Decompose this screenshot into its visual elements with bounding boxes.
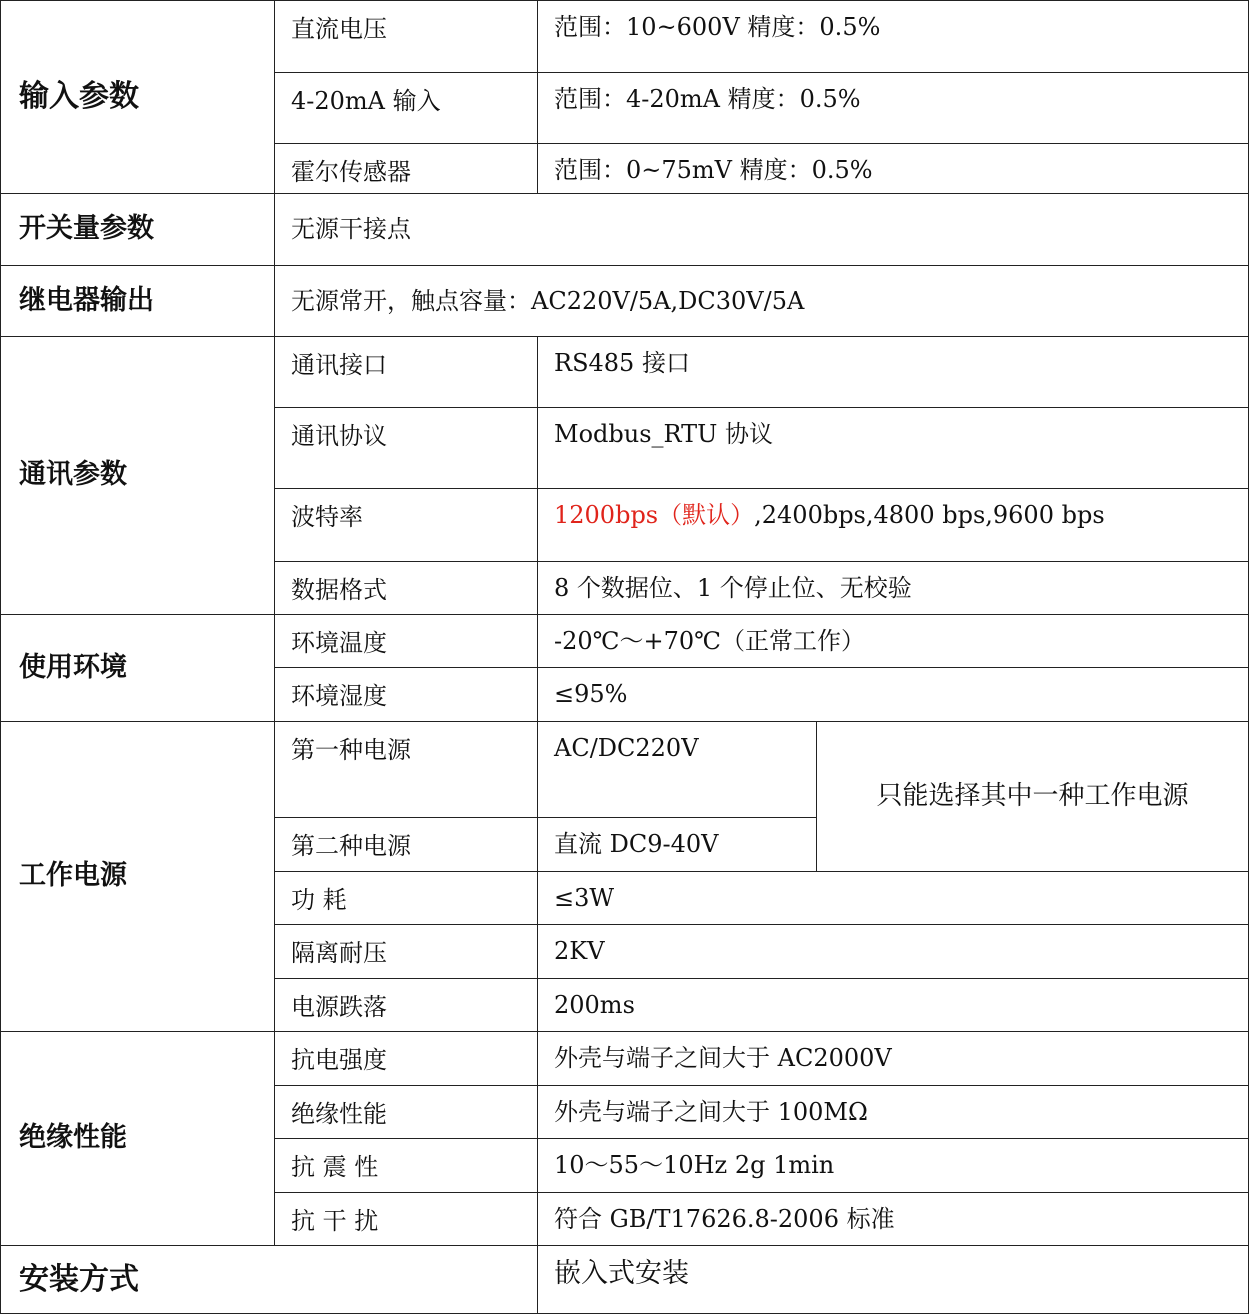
value-switch: 无源干接点 bbox=[275, 194, 1249, 266]
value-env-temp: -20℃～+70℃（正常工作） bbox=[538, 615, 1249, 668]
value-dc-voltage: 范围：10~600V 精度：0.5% bbox=[538, 1, 1249, 73]
category-power: 工作电源 bbox=[1, 722, 275, 1032]
label-4-20ma: 4-20mA 输入 bbox=[275, 73, 538, 144]
category-env: 使用环境 bbox=[1, 615, 275, 722]
value-install: 嵌入式安装 bbox=[538, 1246, 1249, 1314]
value-power-consumption: ≤3W bbox=[538, 872, 1249, 925]
value-insulation: 外壳与端子之间大于 100MΩ bbox=[538, 1086, 1249, 1139]
baud-rate-default: 1200bps（默认） bbox=[554, 501, 755, 529]
category-install: 安装方式 bbox=[1, 1246, 538, 1314]
table-row bbox=[1, 1246, 1249, 1314]
table-row bbox=[1, 615, 1249, 668]
label-baud-rate: 波特率 bbox=[275, 489, 538, 562]
category-insulation: 绝缘性能 bbox=[1, 1032, 275, 1246]
table-row bbox=[1, 337, 1249, 408]
value-env-humidity: ≤95% bbox=[538, 668, 1249, 722]
label-vibration: 抗 震 性 bbox=[275, 1139, 538, 1193]
value-data-format: 8 个数据位、1 个停止位、无校验 bbox=[538, 562, 1249, 615]
label-power-2: 第二种电源 bbox=[275, 818, 538, 872]
table-row bbox=[1, 194, 1249, 266]
value-relay: 无源常开，触点容量：AC220V/5A,DC30V/5A bbox=[275, 266, 1249, 337]
label-power-consumption-1: 功 耗 bbox=[291, 886, 347, 914]
table-row bbox=[1, 722, 1249, 818]
label-env-temp: 环境温度 bbox=[275, 615, 538, 668]
value-power-1: AC/DC220V bbox=[538, 722, 817, 818]
label-dc-voltage: 直流电压 bbox=[275, 1, 538, 73]
label-isolation: 隔离耐压 bbox=[275, 925, 538, 979]
value-isolation: 2KV bbox=[538, 925, 1249, 979]
label-power-consumption bbox=[275, 872, 538, 925]
label-hall-sensor: 霍尔传感器 bbox=[275, 144, 538, 194]
label-env-humidity: 环境湿度 bbox=[275, 668, 538, 722]
value-vibration: 10～55～10Hz 2g 1min bbox=[538, 1139, 1249, 1193]
value-power-2: 直流 DC9-40V bbox=[538, 818, 817, 872]
value-emc: 符合 GB/T17626.8-2006 标准 bbox=[538, 1193, 1249, 1246]
category-switch: 开关量参数 bbox=[1, 194, 275, 266]
value-dielectric: 外壳与端子之间大于 AC2000V bbox=[538, 1032, 1249, 1086]
power-note: 只能选择其中一种工作电源 bbox=[817, 722, 1249, 872]
label-emc: 抗 干 扰 bbox=[275, 1193, 538, 1246]
label-data-format: 数据格式 bbox=[275, 562, 538, 615]
label-power-drop: 电源跌落 bbox=[275, 979, 538, 1032]
table-row bbox=[1, 1, 1249, 73]
label-comm-protocol: 通讯协议 bbox=[275, 408, 538, 489]
label-power-1: 第一种电源 bbox=[275, 722, 538, 818]
table-row bbox=[1, 266, 1249, 337]
table-row bbox=[1, 1032, 1249, 1086]
label-dielectric: 抗电强度 bbox=[275, 1032, 538, 1086]
value-comm-interface: RS485 接口 bbox=[538, 337, 1249, 408]
value-baud-rate bbox=[538, 489, 1249, 562]
category-comm: 通讯参数 bbox=[1, 337, 275, 615]
value-4-20ma: 范围：4-20mA 精度：0.5% bbox=[538, 73, 1249, 144]
category-relay: 继电器输出 bbox=[1, 266, 275, 337]
category-input: 输入参数 bbox=[1, 1, 275, 194]
baud-rate-others: ,2400bps,4800 bps,9600 bps bbox=[754, 501, 1105, 529]
value-comm-protocol: Modbus_RTU 协议 bbox=[538, 408, 1249, 489]
label-insulation: 绝缘性能 bbox=[275, 1086, 538, 1139]
value-hall-sensor: 范围：0~75mV 精度：0.5% bbox=[538, 144, 1249, 194]
label-comm-interface: 通讯接口 bbox=[275, 337, 538, 408]
value-power-drop: 200ms bbox=[538, 979, 1249, 1032]
